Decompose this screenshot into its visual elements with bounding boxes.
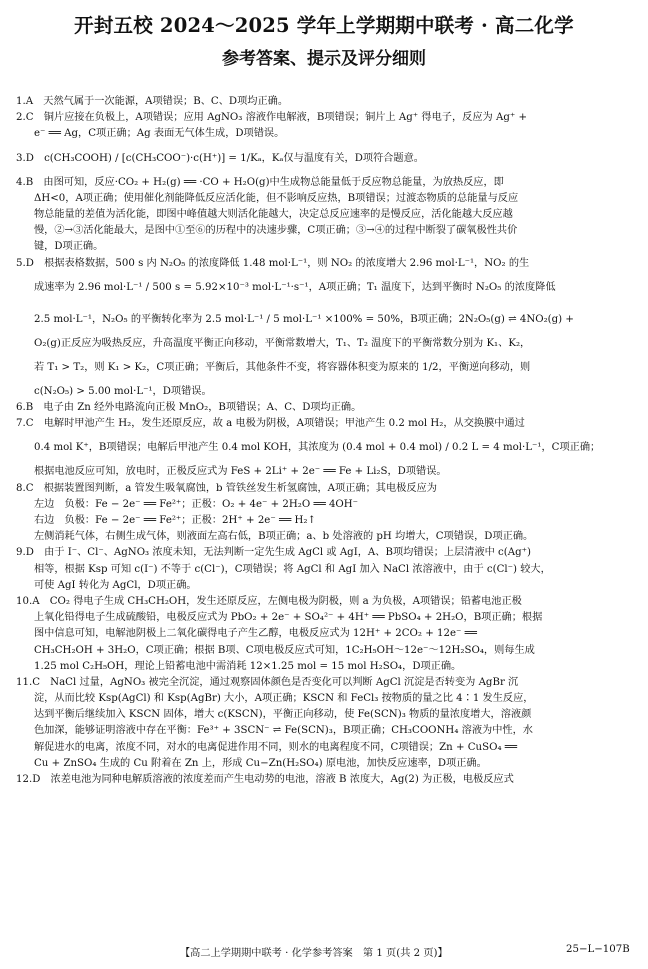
answer-line: 3.D c(CH₃COOH) / [c(CH₃COO⁻)·c(H⁺)] = 1/Kₐ，Kₐ仅与温度有关，D项符合题意。 <box>16 152 424 164</box>
answer-line: 左边 负极：Fe − 2e⁻ ══ Fe²⁺；正极：O₂ + 4e⁻ + 2H₂O ══ 4OH⁻ <box>34 498 359 510</box>
answer-line: 淀，从而比较 Ksp(AgCl) 和 Ksp(AgBr) 大小，A项正确；KSCN 和 FeCl₃ 按物质的量之比 4∶1 发生反应， <box>34 693 534 705</box>
answer-line: 5.D 根据表格数据，500 s 内 N₂O₅ 的浓度降低 1.48 mol·L⁻¹，则 NO₂ 的浓度增大 2.96 mol·L⁻¹，NO₂ 的生 <box>16 257 530 269</box>
answer-line: 1.25 mol C₂H₅OH，理论上铅蓄电池中需消耗 12×1.25 mol = 15 mol H₂SO₄，D项正确。 <box>34 660 462 672</box>
answer-line: 成速率为 2.96 mol·L⁻¹ / 500 s = 5.92×10⁻³ mol·L⁻¹·s⁻¹，A项正确；T₁ 温度下，达到平衡时 N₂O₅ 的浓度降低 <box>34 281 556 293</box>
answer-line: 9.D 由于 I⁻、Cl⁻、AgNO₃ 浓度未知，无法判断一定先生成 AgCl 或 AgI，A、B项均错误；上层清液中 c(Ag⁺) <box>16 547 531 559</box>
answer-line: 物总能量的差值为活化能，即图中峰值越大则活化能越大，决定总反应速率的是慢反应，活化能越大反应越 <box>34 208 513 220</box>
answer-line: e⁻ ══ Ag，C项正确；Ag 表面无气体生成，D项错误。 <box>34 128 285 140</box>
page-title: 开封五校 2024～2025 学年上学期期中联考 · 高二化学 <box>74 14 574 37</box>
answer-line: c(N₂O₅) > 5.00 mol·L⁻¹，D项错误。 <box>34 385 212 397</box>
answer-line: ΔH<0，A项正确；使用催化剂能降低反应活化能，但不影响反应热，B项错误；过渡态物质的总能量与反应 <box>34 192 519 204</box>
answer-line: 上氧化铅得电子生成硫酸铅，电极反应式为 PbO₂ + 2e⁻ + SO₄²⁻ + 4H⁺ ══ PbSO₄ + 2H₂O，B项正确；根据 <box>34 612 543 624</box>
answer-line: 达到平衡后继续加入 KSCN 固体，增大 c(KSCN)，平衡正向移动，使 Fe(SCN)₃ 物质的量浓度增大，溶液颜 <box>34 709 532 721</box>
answer-line: 色加深，能够证明溶液中存在平衡：Fe³⁺ + 3SCN⁻ ⇌ Fe(SCN)₃，B项正确；CH₃COONH₄ 溶液为中性，水 <box>34 725 533 737</box>
answer-line: 相等，根据 Ksp 可知 c(I⁻) 不等于 c(Cl⁻)，C项错误；将 AgCl 和 AgI 加入 NaCl 浓溶液中，由于 c(Cl⁻) 较大， <box>34 563 551 575</box>
answer-line: 解促进水的电离，浓度不同，对水的电离促进作用不同，则水的电离程度不同，C项错误；Zn + CuSO₄ ══ <box>34 741 518 753</box>
answer-line: CH₃CH₂OH + 3H₂O，C项正确；根据 B项、C项电极反应式可知，1C₂H₅OH～12e⁻～12H₂SO₄，则每生成 <box>34 644 535 656</box>
answer-line: 若 T₁ > T₂，则 K₁ > K₂，C项正确；平衡后，其他条件不变，将容器体积变为原来的 1/2，平衡逆向移动，则 <box>34 361 531 373</box>
answer-line: 4.B 由图可知，反应·CO₂ + H₂(g) ══ ·CO + H₂O(g)中生成物总能量低于反应物总能量，为放热反应，即 <box>16 176 504 188</box>
answer-line: 慢，②→③活化能最大，是图中①至⑥的历程中的决速步骤，C项正确；③→④的过程中断裂了碳氧极性共价 <box>34 225 518 237</box>
answer-line: 2.5 mol·L⁻¹，N₂O₅ 的平衡转化率为 2.5 mol·L⁻¹ / 5 mol·L⁻¹ ×100% = 50%，B项正确；2N₂O₅(g) ⇌ 4NO₂(g) + <box>34 313 574 325</box>
answer-line: O₂(g)正反应为吸热反应，升高温度平衡正向移动，平衡常数增大，T₁、T₂ 温度下的平衡常数分别为 K₁、K₂， <box>34 337 531 349</box>
answer-line: Cu + ZnSO₄ 生成的 Cu 附着在 Zn 上，形成 Cu−Zn(H₂SO₄) 原电池，加快反应速率，D项正确。 <box>34 757 487 769</box>
answer-line: 键，D项正确。 <box>34 241 104 253</box>
footer-label: 【高二上学期期中联考 · 化学参考答案 第 1 页(共 2 页)】 <box>180 948 448 959</box>
page-subtitle: 参考答案、提示及评分细则 <box>222 49 426 69</box>
footer-code: 25−L−107B <box>566 944 630 955</box>
answer-line: 1.A 天然气属于一次能源，A项错误；B、C、D项均正确。 <box>16 96 289 107</box>
answer-line: 右边 负极：Fe − 2e⁻ ══ Fe²⁺；正极：2H⁺ + 2e⁻ ══ H₂↑ <box>34 515 316 526</box>
answer-line: 2.C 铜片应接在负极上，A项错误；应用 AgNO₃ 溶液作电解液，B项错误；铜片上 Ag⁺ 得电子，反应为 Ag⁺ + <box>16 112 527 124</box>
answer-line: 10.A CO₂ 得电子生成 CH₃CH₂OH，发生还原反应，左侧电极为阴极，则 a 为负极，A项错误；铅蓄电池正极 <box>16 595 522 607</box>
answer-line: 根据电池反应可知，放电时，正极反应式为 FeS + 2Li⁺ + 2e⁻ ══ Fe + Li₂S，D项错误。 <box>34 466 447 478</box>
answer-line: 8.C 根据装置图判断，a 管发生吸氧腐蚀，b 管铁丝发生析氢腐蚀，A项正确；其电极反应为 <box>16 482 437 494</box>
answer-line: 左侧消耗气体，右侧生成气体，则液面左高右低，B项正确；a、b 处溶液的 pH 均增大，C项错误，D项正确。 <box>34 531 534 543</box>
answer-line: 6.B 电子由 Zn 经外电路流向正极 MnO₂，B项错误；A、C、D项均正确。 <box>16 402 362 414</box>
answer-line: 11.C NaCl 过量，AgNO₃ 被完全沉淀，通过观察固体颜色是否变化可以判断 AgCl 沉淀是否转变为 AgBr 沉 <box>16 676 519 688</box>
answer-body <box>16 94 636 788</box>
answer-line: 0.4 mol K⁺，B项错误；电解后甲池产生 0.4 mol KOH，其浓度为 (0.4 mol + 0.4 mol) / 0.2 L = 4 mol·L⁻¹，C项正确； <box>34 442 601 454</box>
answer-line: 7.C 电解时甲池产生 H₂，发生还原反应，故 a 电极为阴极，A项错误；甲池产生 0.2 mol H₂，从交换膜中通过 <box>16 418 525 430</box>
answer-line: 图中信息可知，电解池阴极上二氧化碳得电子产生乙醇，电极反应式为 12H⁺ + 2CO₂ + 12e⁻ ══ <box>34 628 477 640</box>
answer-line: 12.D 浓差电池为同种电解质溶液的浓度差而产生电动势的电池，溶液 B 浓度大，Ag(2) 为正极，电极反应式 <box>16 774 514 785</box>
answer-line: 可使 AgI 转化为 AgCl，D项正确。 <box>34 579 197 591</box>
